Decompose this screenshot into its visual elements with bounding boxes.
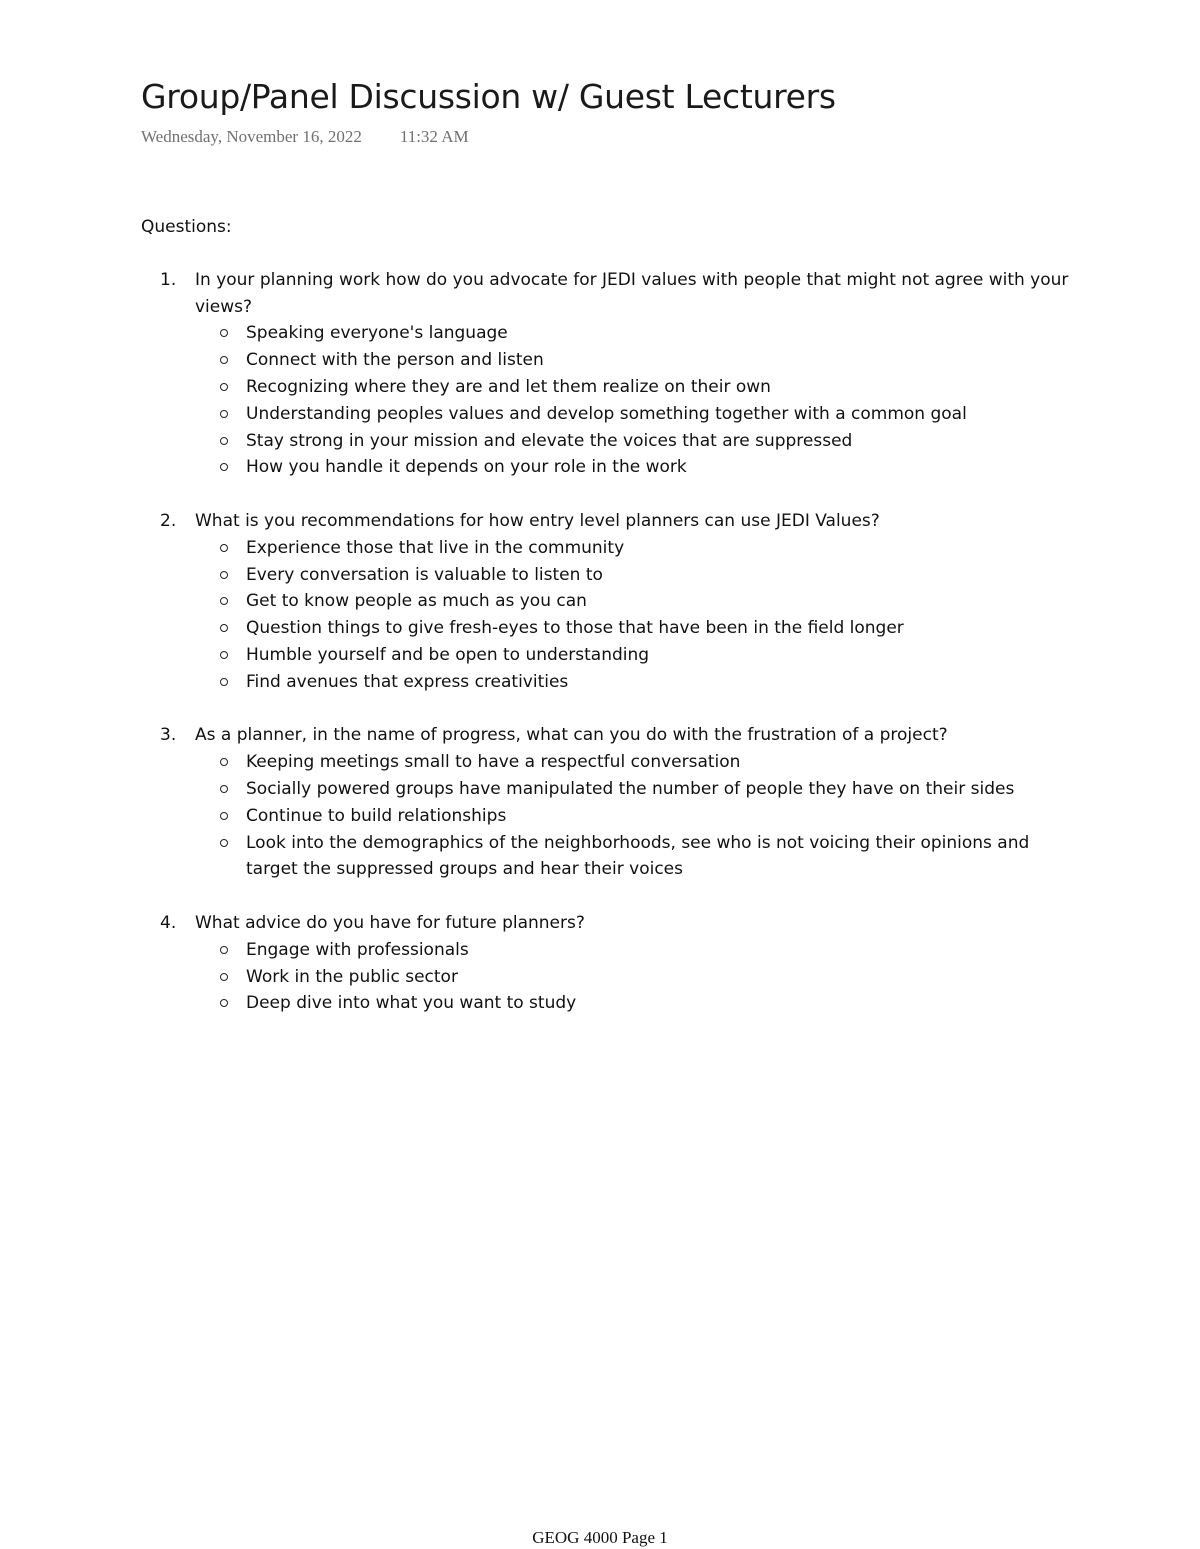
answer-item bbox=[141, 749, 1071, 776]
answer-item bbox=[141, 803, 1071, 830]
answer-item bbox=[141, 776, 1071, 803]
circle-bullet-icon bbox=[220, 329, 228, 337]
answer-item bbox=[141, 535, 1071, 562]
page-title: Group/Panel Discussion w/ Guest Lecturers bbox=[141, 77, 836, 116]
question-item bbox=[141, 910, 1071, 1017]
circle-bullet-icon bbox=[220, 999, 228, 1007]
question-item bbox=[141, 267, 1071, 481]
question-row bbox=[141, 722, 1071, 749]
note-time: 11:32 AM bbox=[399, 127, 469, 146]
answer-text: Engage with professionals bbox=[246, 939, 469, 960]
question-item bbox=[141, 722, 1071, 883]
question-row bbox=[141, 508, 1071, 535]
answer-item bbox=[141, 454, 1071, 481]
circle-bullet-icon bbox=[220, 946, 228, 954]
answer-item bbox=[141, 588, 1071, 615]
answer-text: Get to know people as much as you can bbox=[246, 591, 587, 612]
circle-bullet-icon bbox=[220, 463, 228, 471]
answer-text: Connect with the person and listen bbox=[246, 350, 544, 371]
answer-item bbox=[141, 669, 1071, 696]
circle-bullet-icon bbox=[220, 812, 228, 820]
answer-text: Work in the public sector bbox=[246, 966, 458, 987]
circle-bullet-icon bbox=[220, 624, 228, 632]
circle-bullet-icon bbox=[220, 544, 228, 552]
answer-item bbox=[141, 374, 1071, 401]
answer-text: Understanding peoples values and develop something together with a common goal bbox=[246, 403, 967, 424]
answer-text: Stay strong in your mission and elevate the voices that are suppressed bbox=[246, 430, 853, 451]
answer-item bbox=[141, 990, 1071, 1017]
question-number: 1. bbox=[160, 269, 177, 290]
answer-text: Speaking everyone's language bbox=[246, 323, 508, 344]
question-number: 3. bbox=[160, 725, 177, 746]
answer-text: Deep dive into what you want to study bbox=[246, 993, 577, 1014]
answer-text: How you handle it depends on your role in the work bbox=[246, 457, 687, 478]
answer-text: Experience those that live in the community bbox=[246, 537, 625, 558]
answer-list bbox=[141, 535, 1071, 696]
circle-bullet-icon bbox=[220, 597, 228, 605]
answer-item bbox=[141, 830, 1071, 884]
note-date: Wednesday, November 16, 2022 bbox=[141, 127, 362, 146]
answer-item bbox=[141, 642, 1071, 669]
answer-text: Continue to build relationships bbox=[246, 805, 507, 826]
answer-item bbox=[141, 937, 1071, 964]
answer-item bbox=[141, 401, 1071, 428]
question-text: In your planning work how do you advocate for JEDI values with people that might not agree with your views? bbox=[195, 269, 1069, 317]
answer-text: Find avenues that express creativities bbox=[246, 671, 569, 692]
question-text: As a planner, in the name of progress, what can you do with the frustration of a project? bbox=[195, 725, 948, 746]
circle-bullet-icon bbox=[220, 571, 228, 579]
note-body bbox=[141, 214, 1071, 1044]
circle-bullet-icon bbox=[220, 356, 228, 364]
answer-item bbox=[141, 320, 1071, 347]
question-text: What is you recommendations for how entry level planners can use JEDI Values? bbox=[195, 510, 880, 531]
answer-text: Every conversation is valuable to listen to bbox=[246, 564, 603, 585]
answer-list bbox=[141, 749, 1071, 883]
answer-text: Recognizing where they are and let them realize on their own bbox=[246, 376, 771, 397]
questions-heading: Questions: bbox=[141, 217, 232, 237]
circle-bullet-icon bbox=[220, 437, 228, 445]
circle-bullet-icon bbox=[220, 785, 228, 793]
circle-bullet-icon bbox=[220, 678, 228, 686]
answer-text: Keeping meetings small to have a respectful conversation bbox=[246, 752, 741, 773]
circle-bullet-icon bbox=[220, 383, 228, 391]
circle-bullet-icon bbox=[220, 973, 228, 981]
circle-bullet-icon bbox=[220, 839, 228, 847]
question-item bbox=[141, 508, 1071, 696]
circle-bullet-icon bbox=[220, 651, 228, 659]
question-row bbox=[141, 910, 1071, 937]
page-footer: GEOG 4000 Page 1 bbox=[532, 1528, 668, 1547]
question-text: What advice do you have for future planners? bbox=[195, 912, 585, 933]
answer-text: Humble yourself and be open to understanding bbox=[246, 644, 650, 665]
question-row bbox=[141, 267, 1071, 321]
note-metadata bbox=[141, 126, 469, 148]
answer-item bbox=[141, 347, 1071, 374]
question-number: 4. bbox=[160, 912, 177, 933]
circle-bullet-icon bbox=[220, 410, 228, 418]
question-number: 2. bbox=[160, 510, 177, 531]
answer-item bbox=[141, 428, 1071, 455]
answer-text: Question things to give fresh-eyes to those that have been in the field longer bbox=[246, 618, 904, 639]
answer-list bbox=[141, 937, 1071, 1017]
answer-item bbox=[141, 615, 1071, 642]
answer-list bbox=[141, 320, 1071, 481]
answer-text: Look into the demographics of the neighborhoods, see who is not voicing their opinions and target the suppressed groups and hear their voices bbox=[246, 832, 1030, 880]
answer-item bbox=[141, 562, 1071, 589]
answer-item bbox=[141, 964, 1071, 991]
answer-text: Socially powered groups have manipulated the number of people they have on their sides bbox=[246, 778, 1015, 799]
circle-bullet-icon bbox=[220, 758, 228, 766]
questions-list bbox=[141, 267, 1071, 1017]
